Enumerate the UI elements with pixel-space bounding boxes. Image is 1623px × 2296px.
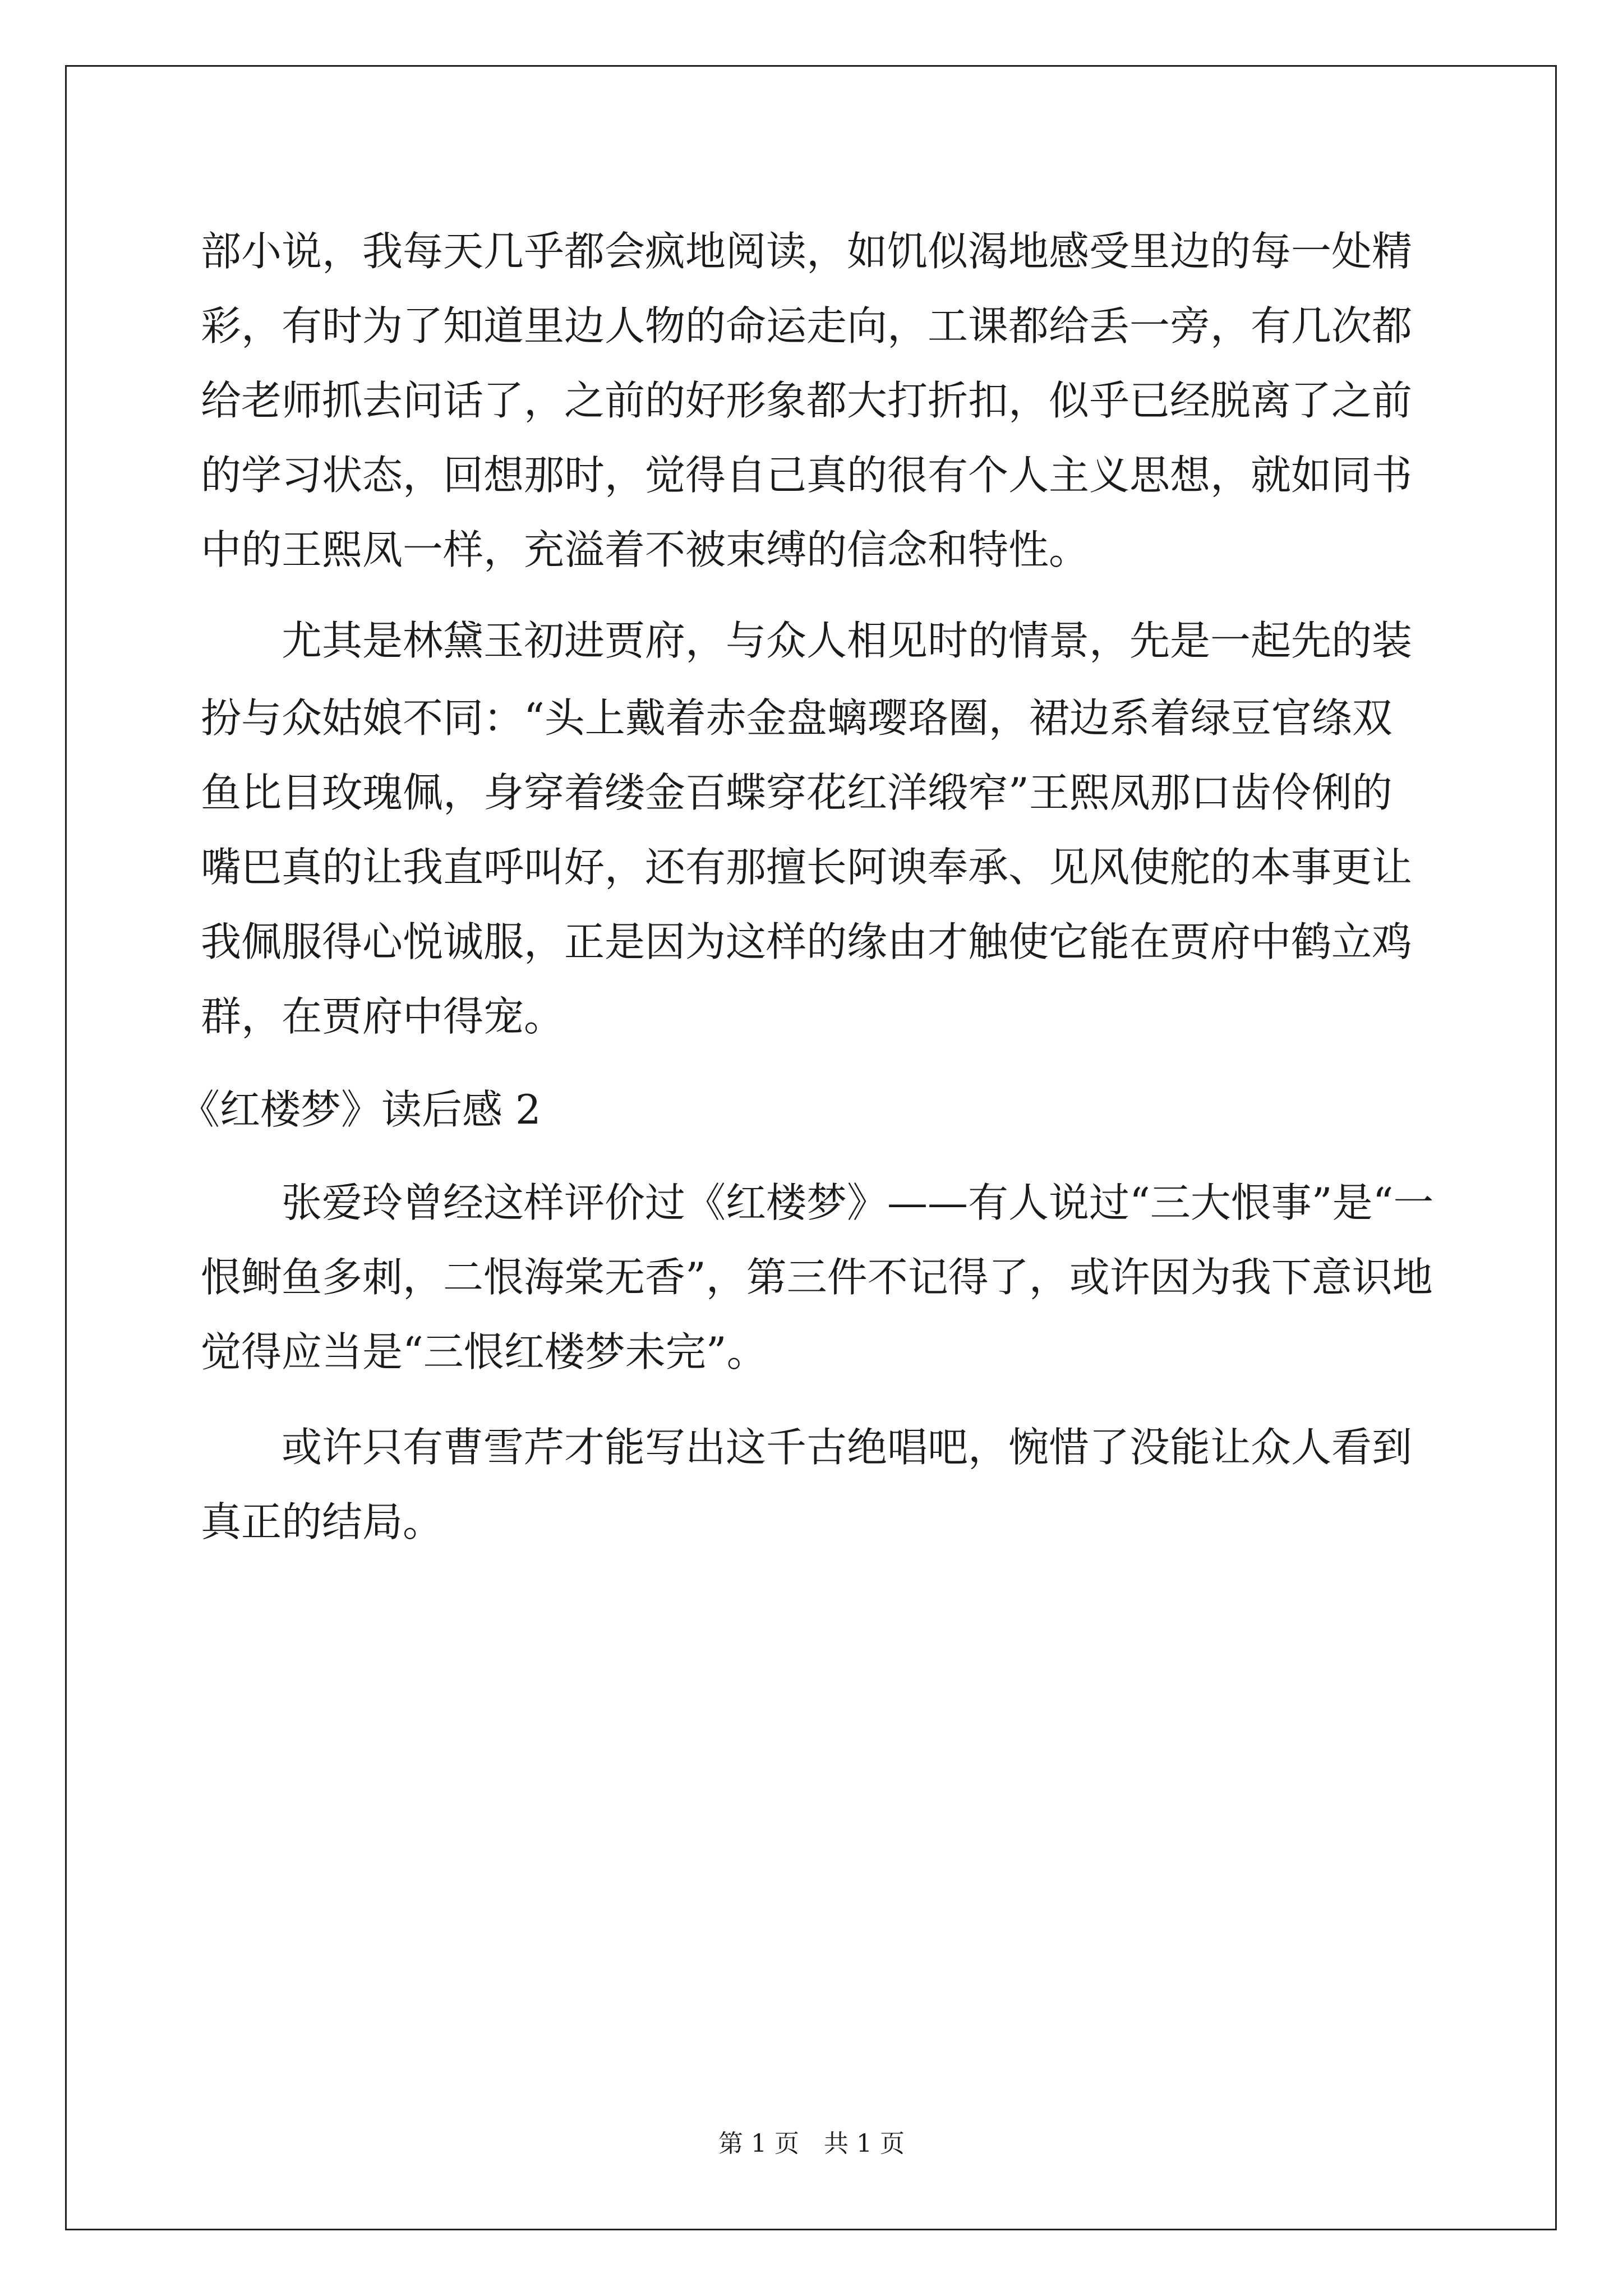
paragraph-line: 或许只有曹雪芹才能写出这千古绝唱吧，惋惜了没能让众人看到 [282,1424,1413,1471]
paragraph-line: 扮与众姑娘不同：“头上戴着赤金盘螭璎珞圈，裙边系着绿豆官绦双 [201,694,1393,742]
paragraph-line: 彩，有时为了知道里边人物的命运走向，工课都给丢一旁，有几次都 [201,302,1413,349]
paragraph-line: 我佩服得心悦诚服，正是因为这样的缘由才触使它能在贾府中鹤立鸡 [201,918,1413,965]
paragraph-line: 尤其是林黛玉初进贾府，与众人相见时的情景，先是一起先的装 [282,617,1413,664]
section-heading: 《红楼梦》读后感 2 [179,1086,541,1133]
paragraph-line: 给老师抓去问话了，之前的好形象都大打折扣，似乎已经脱离了之前 [201,377,1413,424]
paragraph-line: 觉得应当是“三恨红楼梦未完”。 [201,1328,767,1375]
page-number-footer: 第 1 页 共 1 页 [718,2129,905,2158]
paragraph-line: 真正的结局。 [201,1498,444,1545]
paragraph-line: 部小说，我每天几乎都会疯地阅读，如饥似渴地感受里边的每一处精 [201,228,1413,275]
paragraph-line: 恨鲥鱼多刺，二恨海棠无香”，第三件不记得了，或许因为我下意识地 [201,1254,1433,1301]
paragraph-line: 群，在贾府中得宠。 [201,993,565,1040]
paragraph-line: 中的王熙凤一样，充溢着不被束缚的信念和特性。 [201,526,1090,573]
paragraph-line: 嘴巴真的让我直呼叫好，还有那擅长阿谀奉承、见风使舵的本事更让 [201,844,1413,891]
paragraph-line: 的学习状态，回想那时，觉得自己真的很有个人主义思想，就如同书 [201,452,1413,499]
paragraph-line: 张爱玲曾经这样评价过《红楼梦》——有人说过“三大恨事”是“一 [282,1179,1434,1226]
paragraph-line: 鱼比目玫瑰佩，身穿着缕金百蝶穿花红洋缎窄”王熙凤那口齿伶俐的 [201,769,1393,816]
